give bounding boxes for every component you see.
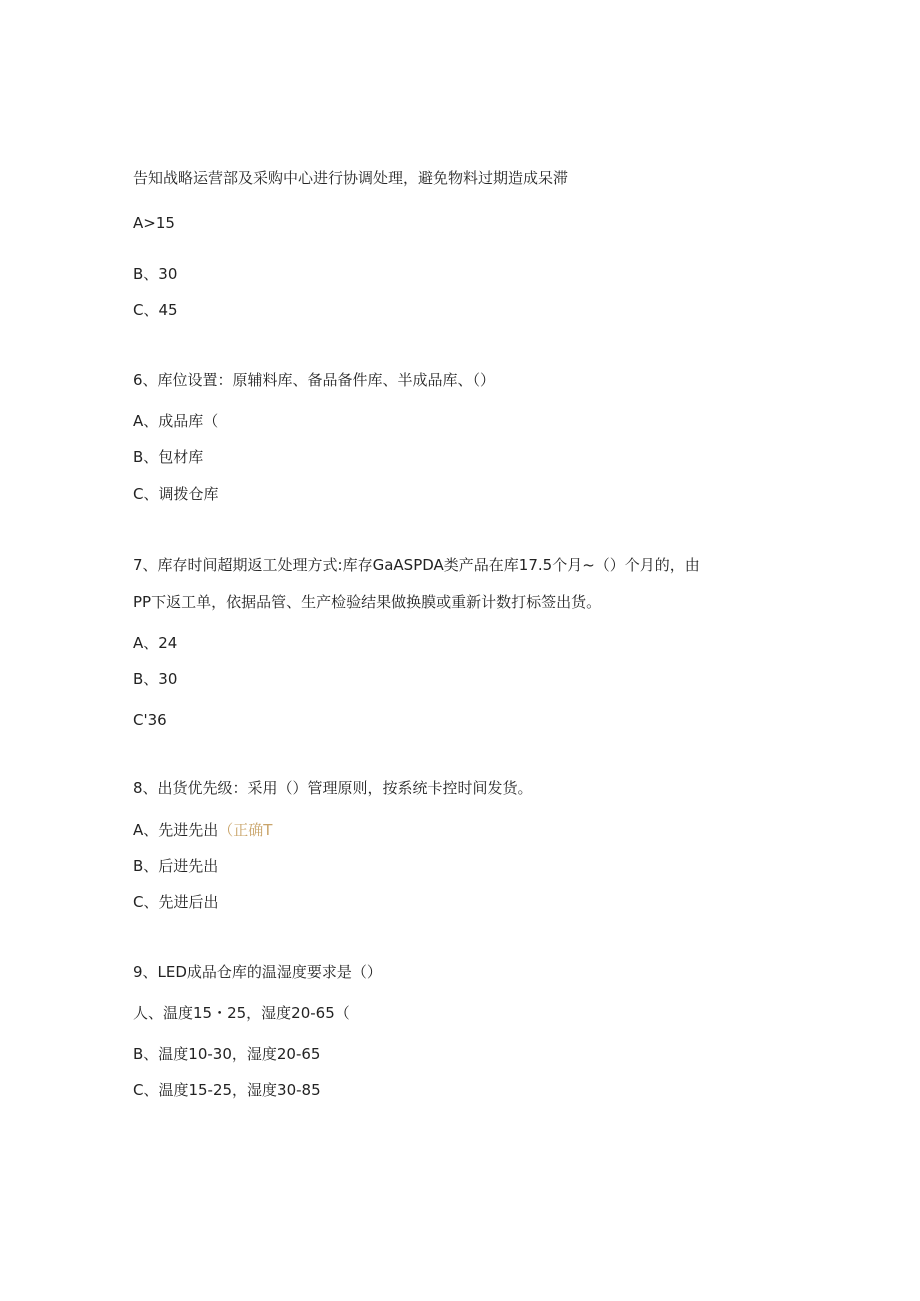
question-6-option-b: B、包材库 — [133, 448, 204, 466]
question-7-option-c: C'36 — [133, 711, 167, 729]
question-8-option-a — [133, 820, 272, 840]
question-9-text: 9、LED成品仓库的温湿度要求是（） — [133, 963, 382, 981]
question-7-option-a: A、24 — [133, 634, 178, 652]
question-8-option-a-label: A、先进先出 — [133, 821, 219, 839]
question-9-option-b: B、温度10-30，湿度20-65 — [133, 1045, 321, 1063]
question-5-text: 告知战略运营部及采购中心进行协调处理，避免物料过期造成呆滞 — [133, 169, 569, 187]
question-6-option-a: A、成品库（ — [133, 412, 219, 430]
correct-answer-mark: （正确T — [218, 821, 273, 839]
question-5-option-c: C、45 — [133, 301, 178, 319]
question-8-option-b: B、后进先出 — [133, 857, 219, 875]
question-7-option-b: B、30 — [133, 670, 178, 688]
question-6-option-c: C、调拨仓库 — [133, 485, 219, 503]
question-7-text-line-2: PP下返工单，依据品管、生产检验结果做换膜或重新计数打标签出货。 — [133, 593, 602, 611]
question-9-option-c: C、温度15-25，湿度30-85 — [133, 1081, 321, 1099]
question-6-text: 6、库位设置：原辅料库、备品备件库、半成品库、（） — [133, 371, 496, 389]
question-8-option-c: C、先进后出 — [133, 893, 219, 911]
question-9-option-a: 人、温度15・25，湿度20-65（ — [133, 1004, 350, 1022]
question-5-option-b: B、30 — [133, 265, 178, 283]
question-5-option-a: A>15 — [133, 214, 175, 232]
question-8-text: 8、出货优先级：采用（）管理原则，按系统卡控时间发货。 — [133, 779, 533, 797]
question-7-text-line-1: 7、库存时间超期返工处理方式:库存GaASPDA类产品在库17.5个月~（）个月的，由 — [133, 556, 700, 574]
